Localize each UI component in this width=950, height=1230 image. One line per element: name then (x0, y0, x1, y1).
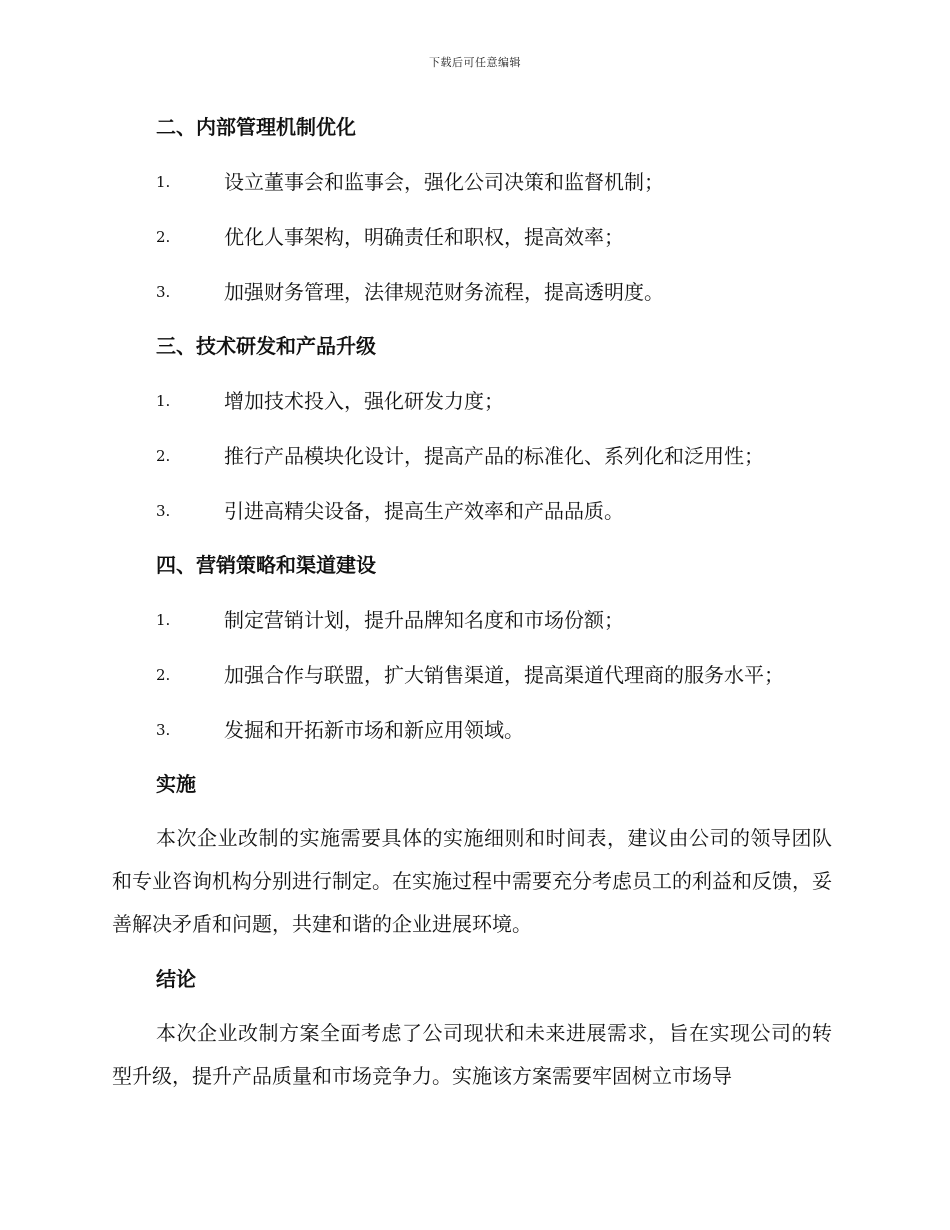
conclusion-paragraph: 本次企业改制方案全面考虑了公司现状和未来进展需求，旨在实现公司的转型升级，提升产品质量和市场竞争力。实施该方案需要牢固树立市场导 (112, 1021, 832, 1088)
list-item-number: 2. (156, 228, 171, 246)
list-item-number: 1. (156, 392, 171, 410)
page-header: 下载后可任意编辑 (429, 56, 521, 69)
implementation-heading: 实施 (156, 772, 196, 796)
list-item-number: 2. (156, 447, 171, 465)
list-item-text: 增加技术投入，强化研发力度； (224, 389, 504, 413)
list-item-number: 3. (156, 283, 171, 301)
list-item-text: 推行产品模块化设计，提高产品的标准化、系列化和泛用性； (224, 444, 764, 468)
list-item-text: 设立董事会和监事会，强化公司决策和监督机制； (224, 170, 664, 194)
list-item-text: 发掘和开拓新市场和新应用领域。 (224, 718, 524, 742)
list-item-number: 1. (156, 173, 171, 191)
list-item-number: 3. (156, 502, 171, 520)
section-heading-rnd: 三、技术研发和产品升级 (156, 334, 376, 358)
list-item-number: 2. (156, 666, 171, 684)
implementation-paragraph: 本次企业改制的实施需要具体的实施细则和时间表，建议由公司的领导团队和专业咨询机构分别进行制定。在实施过程中需要充分考虑员工的利益和反馈，妥善解决矛盾和问题，共建和谐的企业进展环境。 (112, 826, 832, 936)
conclusion-heading: 结论 (156, 967, 196, 991)
list-item-text: 优化人事架构，明确责任和职权，提高效率； (224, 225, 624, 249)
section-heading-marketing: 四、营销策略和渠道建设 (156, 553, 376, 577)
list-item-number: 3. (156, 721, 171, 739)
section-heading-management: 二、内部管理机制优化 (156, 115, 356, 139)
list-item-text: 加强财务管理，法律规范财务流程，提高透明度。 (224, 280, 664, 304)
list-item-text: 制定营销计划，提升品牌知名度和市场份额； (224, 608, 624, 632)
list-item-number: 1. (156, 611, 171, 629)
list-item-text: 引进高精尖设备，提高生产效率和产品品质。 (224, 499, 624, 523)
list-item-text: 加强合作与联盟，扩大销售渠道，提高渠道代理商的服务水平； (224, 663, 784, 687)
